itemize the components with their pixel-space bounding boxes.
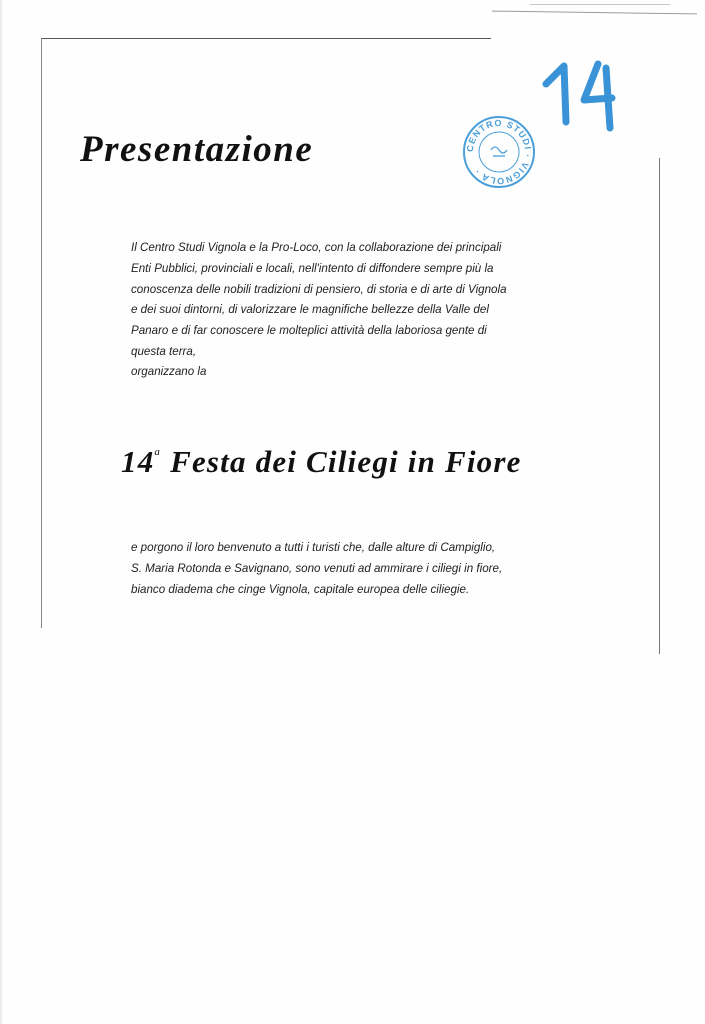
intro-line: Panaro e di far conoscere le molteplici attività della laboriosa gente di [131,324,487,338]
closing-line: S. Maria Rotonda e Savignano, sono venuti ad ammirare i ciliegi in fiore, [131,561,503,575]
intro-line: Enti Pubblici, provinciali e locali, nell'intento di diffondere sempre più la [131,261,494,275]
frame-left-line [41,38,42,628]
page-title: Presentazione [80,129,314,170]
festa-name: Festa dei Ciliegi in Fiore [170,444,522,479]
intro-line: questa terra, [131,344,197,358]
svg-text:CENTRO STUDI · VIGNOLA · [465,118,533,186]
closing-line: e porgono il loro benvenuto a tutti i turisti che, dalle alture di Campiglio, [131,541,496,554]
frame-right-line [659,158,660,654]
closing-paragraph [131,538,571,600]
festa-number: 14 [121,444,155,479]
frame-top-line [41,38,491,39]
intro-line: conoscenza delle nobili tradizioni di pensiero, di storia e di arte di Vignola [131,282,507,296]
intro-paragraph [131,238,571,363]
festa-heading [121,444,522,480]
intro-line: e dei suoi dintorni, di valorizzare le magnifiche bellezze della Valle del [131,303,489,317]
scan-mark [492,11,697,15]
scan-mark [530,4,670,5]
stamp-text: CENTRO STUDI · VIGNOLA · [464,117,534,187]
closing-line: bianco diadema che cinge Vignola, capitale europea delle ciliegie. [131,582,470,596]
organize-text: organizzano la [131,365,207,378]
intro-line: Il Centro Studi Vignola e la Pro-Loco, con la collaborazione dei principali [131,241,502,254]
handwritten-page-number [540,42,640,142]
scan-edge [0,0,3,1024]
festa-ordinal: a [154,446,162,458]
centro-studi-stamp [461,114,537,190]
